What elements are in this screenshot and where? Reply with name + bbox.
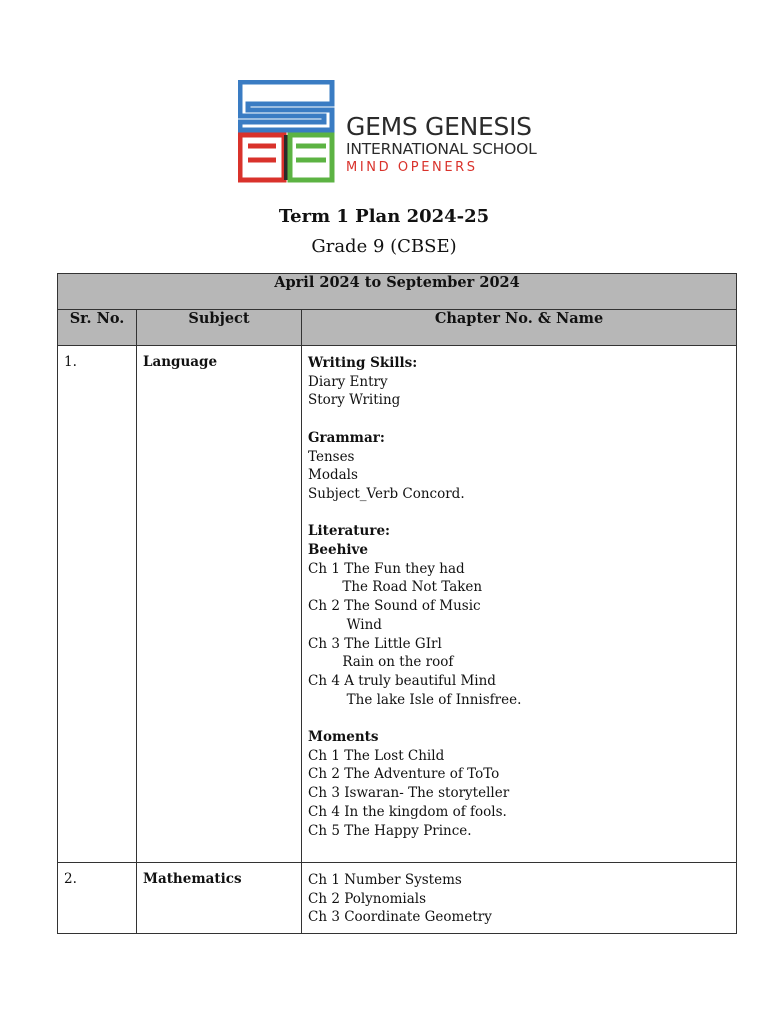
page-title: Term 1 Plan 2024-25 — [278, 206, 490, 227]
logo-text — [346, 114, 537, 174]
cell-sr-no: 1. — [58, 346, 137, 863]
header-row — [58, 310, 737, 346]
cell-subject: Mathematics — [137, 863, 302, 934]
period-row — [58, 274, 737, 310]
blank-line — [308, 709, 730, 728]
cell-subject: Language — [137, 346, 302, 863]
logo-name: GEMS GENESIS — [346, 112, 532, 141]
chapter-line: Tenses — [308, 448, 355, 465]
chapter-line: Subject_Verb Concord. — [308, 485, 465, 502]
chapter-line: Wind — [308, 616, 382, 633]
chapter-line: Ch 1 Number Systems — [308, 872, 462, 888]
header-chapter: Chapter No. & Name — [302, 310, 737, 346]
chapter-line: Modals — [308, 467, 358, 484]
logo-tagline: MIND OPENERS — [346, 159, 478, 175]
chapter-line: Ch 2 The Adventure of ToTo — [308, 766, 500, 783]
chapter-line: Ch 4 In the kingdom of fools. — [308, 803, 507, 820]
term-plan-table — [57, 273, 737, 934]
chapter-line: Ch 4 A truly beautiful Mind — [308, 672, 496, 689]
cell-sr-no: 2. — [58, 863, 137, 934]
chapter-line: Rain on the roof — [308, 654, 454, 671]
logo-mark-icon — [238, 80, 338, 184]
chapter-line: Diary Entry — [308, 373, 388, 390]
chapter-line: Ch 2 Polynomials — [308, 890, 427, 907]
chapter-line: Ch 3 Iswaran- The storyteller — [308, 785, 510, 802]
page-subtitle: Grade 9 (CBSE) — [311, 236, 457, 257]
chapter-line: Ch 1 The Fun they had — [308, 560, 465, 577]
chapter-line: Ch 2 The Sound of Music — [308, 598, 481, 615]
chapter-line: Ch 3 Coordinate Geometry — [308, 909, 492, 926]
chapter-line: Ch 3 The Little GIrl — [308, 635, 442, 652]
header-subject: Subject — [137, 310, 302, 346]
table-row — [58, 346, 737, 863]
section-heading: Grammar: — [308, 429, 385, 446]
chapter-line: Story Writing — [308, 392, 401, 409]
school-logo — [238, 80, 558, 184]
table-row — [58, 863, 737, 934]
section-heading: Literature: — [308, 523, 391, 540]
header-sr-no: Sr. No. — [58, 310, 137, 346]
cell-chapters — [302, 863, 737, 934]
blank-line — [308, 504, 730, 523]
chapter-line: The lake Isle of Innisfree. — [308, 691, 522, 708]
section-heading: Writing Skills: — [308, 355, 418, 371]
cell-chapters — [302, 346, 737, 863]
chapter-line: Ch 1 The Lost Child — [308, 747, 445, 764]
logo-subtitle: INTERNATIONAL SCHOOL — [346, 140, 537, 158]
section-heading: Moments — [308, 729, 379, 746]
period-header: April 2024 to September 2024 — [58, 274, 737, 310]
blank-line — [308, 410, 730, 429]
section-heading: Beehive — [308, 542, 368, 558]
chapter-line: The Road Not Taken — [308, 579, 483, 596]
chapter-line: Ch 5 The Happy Prince. — [308, 822, 472, 839]
